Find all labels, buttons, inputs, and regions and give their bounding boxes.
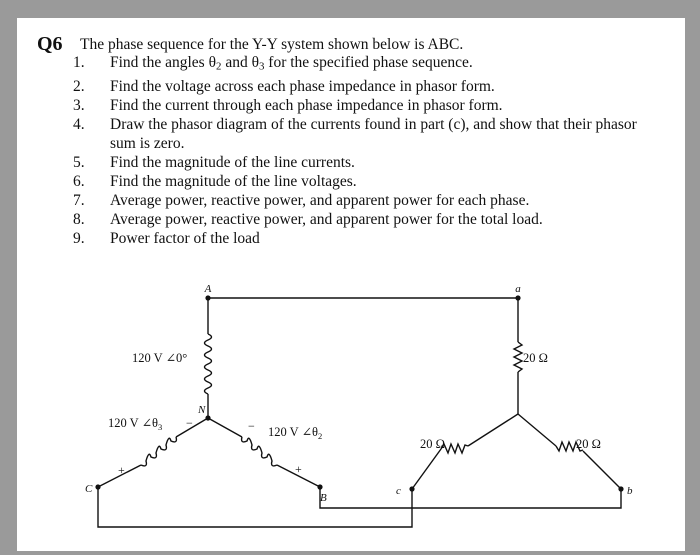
task-number: 4. [73, 115, 85, 133]
label-node-A: A [204, 283, 212, 295]
terminal-c [409, 486, 414, 491]
task-text: Draw the phasor diagram of the currents found in part (c), and show that their phasor sum is zero. [110, 115, 637, 152]
label-node-C: C [85, 483, 93, 495]
source-a-label: 120 V ∠0° [132, 351, 188, 365]
wire-load-c-top [468, 414, 518, 446]
source-c-coil [141, 437, 176, 466]
terminal-C [95, 484, 100, 489]
source-c-label: 120 V $\angle\theta_3$ [108, 416, 163, 432]
task-text: Find the current through each phase impedance in phasor form. [110, 96, 503, 114]
wire-load-b-bottom [583, 451, 621, 489]
terminal-A [205, 295, 210, 300]
task-number: 1. [73, 54, 85, 71]
source-b-coil [242, 437, 277, 466]
task-number: 7. [73, 191, 85, 209]
question-number: Q6 [37, 33, 63, 55]
source-b-minus: − [248, 419, 255, 433]
task-number: 9. [73, 229, 85, 247]
label-node-c: c [396, 485, 401, 497]
task-number: 3. [73, 96, 85, 114]
wire-load-b-top [518, 414, 556, 446]
wire-load-c-bottom [412, 449, 441, 489]
source-c-plus: + [118, 463, 125, 477]
source-b-label: 120 V $\angle\theta_2$ [268, 425, 323, 441]
label-node-N: N [198, 404, 206, 416]
task-number: 6. [73, 172, 85, 190]
load-b-label: 20 Ω [576, 437, 601, 451]
load-c-label: 20 Ω [420, 437, 445, 451]
terminal-a [515, 295, 520, 300]
wire-b-top [208, 418, 242, 437]
terminal-B [317, 484, 322, 489]
wire-c-return [98, 487, 412, 527]
task-text: Average power, reactive power, and apparent power for the total load. [110, 210, 543, 228]
label-node-a: a [515, 283, 521, 295]
source-b-plus: + [295, 462, 302, 476]
terminal-b [618, 486, 623, 491]
label-node-b: b [627, 485, 633, 497]
load-a-resistor [514, 342, 522, 372]
task-number: 5. [73, 153, 85, 171]
task-number: 8. [73, 210, 85, 228]
load-a-label: 20 Ω [523, 351, 548, 365]
task-text: Find the voltage across each phase impedance in phasor form. [110, 77, 495, 95]
task-text: Find the magnitude of the line voltages. [110, 172, 357, 190]
source-c-minus: − [186, 416, 193, 430]
task-number: 2. [73, 77, 85, 95]
task-text: Power factor of the load [110, 229, 260, 247]
task-text: Find the magnitude of the line currents. [110, 153, 355, 171]
load-c-resistor [441, 444, 468, 453]
task-text: Average power, reactive power, and apparent power for each phase. [110, 191, 530, 209]
label-node-B: B [320, 492, 327, 504]
wire-b-return [320, 487, 621, 508]
task-text: Find the angles $\theta_2$ and $\theta_3$ for the specified phase sequence. [110, 54, 473, 73]
node-N [205, 415, 210, 420]
source-a-coil [205, 334, 212, 394]
question-intro: The phase sequence for the Y-Y system shown below is ABC. [80, 36, 464, 53]
